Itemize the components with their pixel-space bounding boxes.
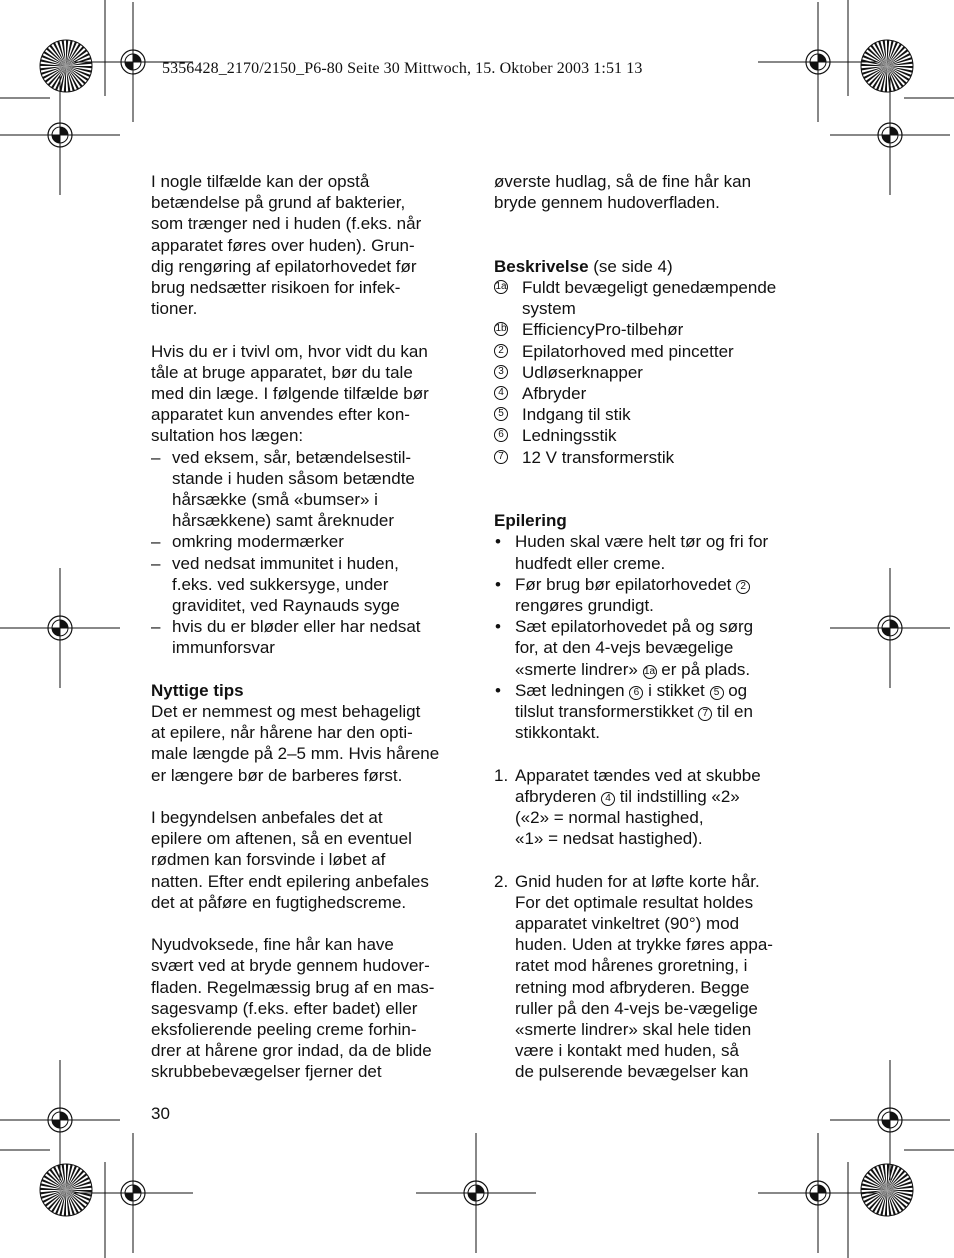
ref-marker: 1b bbox=[495, 323, 507, 335]
registration-star-mark bbox=[861, 40, 913, 92]
left-column bbox=[151, 171, 471, 1083]
list-item: 1. Apparatet tændes ved at skubbe afbryderen 4 til indstilling «2» («2» = normal hastighed, «1» = nedsat hastighed). bbox=[494, 765, 761, 849]
ref-marker: 2 bbox=[494, 344, 508, 358]
tips-heading: Nyttige tips bbox=[151, 680, 244, 700]
list-item: • Sæt epilatorhovedet på og sørg for, at den 4-vejs bevægelige «smerte lindrer» 1a er på plads. bbox=[494, 616, 814, 680]
preparation-list bbox=[494, 531, 814, 743]
legend-item: 5 Indgang til stik bbox=[494, 404, 814, 425]
paragraph-infection: I nogle tilfælde kan der opstå betændelse på grund af bakterier, som trænger ned i huden (f.eks. når apparatet føres over huden). Grun- dig rengøring af epilatorhovedet før brug nedsætter risikoen for infek- tioner. bbox=[151, 172, 422, 319]
list-item: 2. Gnid huden for at løfte korte hår. For det optimale resultat holdes apparatet vinkeltret (90°) mod huden. Uden at trykke føres appa- ratet mod hårenes groretning, i retning mod afbryderen. Begge ruller på den 4-vejs be-vægelige «smerte lindrer» skal hele tiden være i kontakt med huden, så de pulserende bevægelser kan bbox=[494, 871, 773, 1082]
epilation-heading: Epilering bbox=[494, 511, 567, 531]
ref-marker: 1a bbox=[495, 281, 507, 292]
list-item: • Før brug bør epilatorhovedet 2 rengøres grundigt. bbox=[494, 574, 814, 616]
paragraph-tips: Det er nemmest og mest behageligt at epilere, når hårene har den opti- male længde på 2–5 mm. Hvis hårene er længere bør de barberes først. bbox=[151, 702, 440, 785]
ref-marker: 3 bbox=[494, 365, 508, 379]
registration-crosshair-mark bbox=[0, 75, 120, 195]
ref-marker: 6 bbox=[494, 428, 508, 442]
paragraph-continued: øverste hudlag, så de fine hår kan bryde gennem hudoverfladen. bbox=[494, 172, 752, 213]
registration-star-mark bbox=[40, 40, 92, 92]
legend-item: 7 12 V transformerstik bbox=[494, 447, 814, 468]
list-item: – ved nedsat immunitet i huden, f.eks. ved sukkersyge, under graviditet, ved Raynauds syge bbox=[151, 553, 471, 617]
ref-marker: 4 bbox=[494, 386, 508, 400]
ref-marker: 5 bbox=[710, 686, 724, 700]
contraindication-list bbox=[151, 447, 471, 659]
parts-legend bbox=[494, 277, 814, 468]
list-item: – hvis du er bløder eller har nedsat immunforsvar bbox=[151, 616, 471, 658]
list-item: • Sæt ledningen 6 i stikket 5 og tilslut transformerstikket 7 til en stikkontakt. bbox=[494, 680, 814, 744]
ref-marker: 2 bbox=[736, 580, 750, 594]
ref-marker: 1a bbox=[644, 665, 656, 677]
registration-crosshair-mark bbox=[73, 1133, 193, 1253]
list-item: – omkring modermærker bbox=[151, 531, 471, 552]
ref-marker: 5 bbox=[494, 407, 508, 421]
page-number: 30 bbox=[151, 1104, 170, 1123]
ref-marker: 7 bbox=[698, 707, 712, 721]
legend-item: 1b EfficiencyPro-tilbehør bbox=[495, 320, 684, 340]
legend-item: 1a Fuldt bevægeligt genedæmpende system bbox=[495, 278, 777, 319]
registration-crosshair-mark bbox=[758, 1133, 878, 1253]
description-heading: Beskrivelse (se side 4) bbox=[494, 256, 673, 276]
paragraph-evening: I begyndelsen anbefales det at epilere om aftenen, så en eventuel rødmen kan forsvinde i løbet af natten. Efter endt epilering anbefales det at påføre en fugtighedscreme. bbox=[151, 808, 429, 912]
legend-item: 3 Udløserknapper bbox=[494, 362, 814, 383]
legend-item: 2 Epilatorhoved med pincetter bbox=[494, 341, 814, 362]
print-header: 5356428_2170/2150_P6-80 Seite 30 Mittwoch, 15. Oktober 2003 1:51 13 bbox=[162, 60, 643, 77]
registration-crosshair-mark bbox=[0, 1060, 120, 1180]
legend-item: 4 Afbryder bbox=[494, 383, 814, 404]
registration-crosshair-mark bbox=[0, 568, 120, 688]
registration-crosshair-mark bbox=[416, 1133, 536, 1253]
registration-star-mark bbox=[861, 1164, 913, 1216]
steps-list bbox=[494, 765, 814, 1083]
paragraph-doubt: Hvis du er i tvivl om, hvor vidt du kan tåle at bruge apparatet, bør du tale med din læge. I følgende tilfælde bør apparatet kun anvendes efter kon- sultation hos lægen: bbox=[151, 341, 429, 446]
ref-marker: 4 bbox=[601, 792, 615, 806]
registration-crosshair-mark bbox=[830, 568, 950, 688]
right-column bbox=[494, 171, 814, 1083]
registration-star-mark bbox=[40, 1164, 92, 1216]
paragraph-ingrown: Nyudvoksede, fine hår kan have svært ved at bryde gennem hudover- fladen. Regelmæssig brug af en mas- sagesvamp (f.eks. efter badet) eller eksfolierende peeling creme forhin- drer at hårene gror indad, da de blide skrubbebevægelser fjerner det bbox=[151, 935, 435, 1082]
ref-marker: 6 bbox=[629, 686, 643, 700]
legend-item: 6 Ledningsstik bbox=[494, 425, 814, 446]
list-item: • Huden skal være helt tør og fri for hudfedt eller creme. bbox=[494, 531, 814, 573]
ref-marker: 7 bbox=[494, 450, 508, 464]
registration-crosshair-mark bbox=[758, 2, 878, 122]
list-item: – ved eksem, sår, betændelsestil- stande i huden såsom betændte hårsække (små «bumser» i hårsækkene) samt åreknuder bbox=[151, 447, 471, 532]
